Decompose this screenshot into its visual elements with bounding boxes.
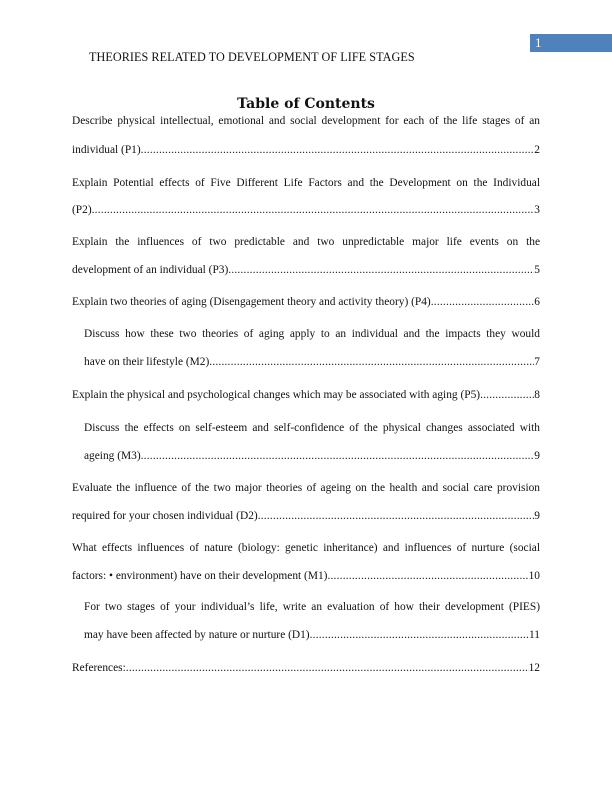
toc-page-number: 8 [534,389,540,401]
dot-leader [258,509,535,524]
dot-leader [141,143,535,158]
toc-page-number: 7 [534,356,540,368]
dot-leader [431,295,535,310]
toc-entry-line: Explain the influences of two predictable and two unpredictable major life events on the [72,236,540,248]
toc-entry-leader-line [72,569,540,584]
toc-page-number: 3 [534,204,540,216]
toc-entry-line: Discuss how these two theories of aging apply to an individual and the impacts they would [84,328,540,340]
toc-entry-line: (P2) [72,204,92,216]
toc-entry-leader-line [72,295,540,310]
toc-entry-line: ageing (M3) [84,450,141,462]
running-header: THEORIES RELATED TO DEVELOPMENT OF LIFE STAGES [89,50,415,64]
toc-page-number: 9 [534,450,540,462]
dot-leader [228,263,534,278]
toc-entry-line: individual (P1) [72,144,141,156]
toc-entry-line: Explain Potential effects of Five Different Life Factors and the Development on the Individual [72,177,540,189]
toc-entry-leader-line [72,388,540,403]
toc-page-number: 9 [534,510,540,522]
toc-entry-leader-line [72,203,540,218]
toc-page-number: 6 [534,296,540,308]
toc-entry-line: Describe physical intellectual, emotional and social development for each of the life stages of an [72,115,540,127]
toc-entry-line: Evaluate the influence of the two major theories of ageing on the health and social care provision [72,482,540,494]
toc-entry-leader-line [72,263,540,278]
toc-page-number: 11 [529,629,540,641]
dot-leader [327,569,528,584]
toc-entry-leader-line [72,143,540,158]
toc-entry-line: References: [72,662,126,674]
toc-entry-line: Explain two theories of aging (Disengagement theory and activity theory) (P4) [72,296,431,308]
toc-entry-line: development of an individual (P3) [72,264,229,276]
toc-entry-line: Discuss the effects on self-esteem and self-confidence of the physical changes associated with [84,422,540,434]
toc-entry-leader-line [72,509,540,524]
toc-page-number: 10 [528,570,540,582]
toc-page-number: 2 [534,144,540,156]
dot-leader [141,449,535,464]
dot-leader [310,628,529,643]
toc-page-number: 12 [528,662,540,674]
dot-leader [480,388,534,403]
toc-entry-line: For two stages of your individual’s life, write an evaluation of how their development (PIES) [84,601,540,613]
toc-entry-line: may have been affected by nature or nurture (D1) [84,629,310,641]
toc-title: Table of Contents [237,96,375,112]
page-number: 1 [535,35,542,50]
dot-leader [126,661,529,676]
page-number-tab [530,34,612,52]
dot-leader [209,355,534,370]
toc-entry-leader-line [84,449,540,464]
dot-leader [92,203,535,218]
toc-page-number: 5 [534,264,540,276]
toc-entry-line: What effects influences of nature (biology: genetic inheritance) and influences of nurture (social [72,542,540,554]
toc-entry-leader-line [72,661,540,676]
toc-entry-leader-line [84,628,540,643]
toc-entry-line: factors: • environment) have on their development (M1) [72,570,328,582]
toc-entry-leader-line [84,355,540,370]
toc-entry-line: have on their lifestyle (M2) [84,356,210,368]
toc-entry-line: Explain the physical and psychological changes which may be associated with aging (P5) [72,389,481,401]
toc-entry-line: required for your chosen individual (D2) [72,510,258,522]
